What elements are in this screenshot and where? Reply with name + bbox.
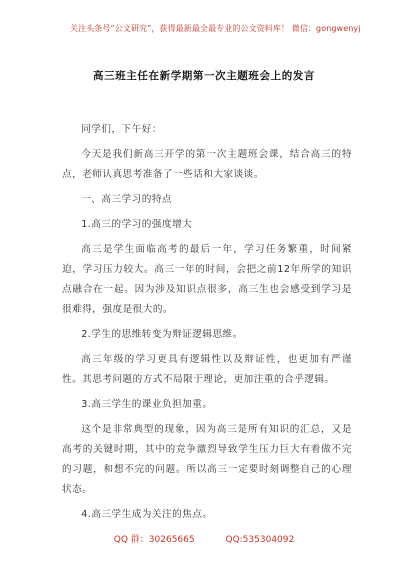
body-paragraph: 这个是非常典型的现象，因为高三是所有知识的汇总，又是高考的关键时期，其中的竞争激烈导致学生压力巨大有着做不完的习题，和想不完的问题。所以高三一定要时刻调整自己的心理状态。 [62, 424, 352, 495]
footer-qq-group: QQ 群：30265665 [113, 535, 195, 545]
page-footer [0, 532, 408, 545]
intro-paragraph: 今天是我们新高三开学的第一次主题班会课，结合高三的特点，老师认真思考准备了一些话和大家谈谈。 [62, 149, 352, 180]
subheading-1: 1.高三的学习的强度增大 [81, 219, 193, 230]
body-paragraph: 高三是学生面临高考的最后一年，学习任务繁重，时间紧迫，学习压力较大。高三一年的时间，会把之前12年所学的知识点融合在一起。因为涉及知识点很多，高三生也会感受到学习是很难得，强度是很大的。 [62, 244, 352, 315]
body-paragraph: 高三年级的学习更具有逻辑性以及辩证性，也更加有严谨性。其思考问题的方式不局限于理论，更加注重的合乎逻辑。 [62, 354, 352, 385]
document-title: 高三班主任在新学期第一次主题班会上的发言 [93, 70, 315, 82]
section-heading: 一、高三学习的特点 [81, 194, 173, 205]
footer-qq-contact: QQ:535304092 [225, 535, 295, 545]
document-body [62, 120, 352, 530]
greeting-paragraph: 同学们，下午好： [81, 124, 162, 135]
subheading-2: 2.学生的思维转变为辩证逻辑思维。 [81, 329, 243, 340]
subheading-3: 3.高三学生的课业负担加重。 [81, 399, 213, 410]
promo-banner: 关注头条号“公文研究”，获得最新最全最专业的公文资料库！ 微信：gongwenyj [70, 24, 361, 33]
subheading-4: 4.高三学生成为关注的焦点。 [81, 509, 213, 520]
